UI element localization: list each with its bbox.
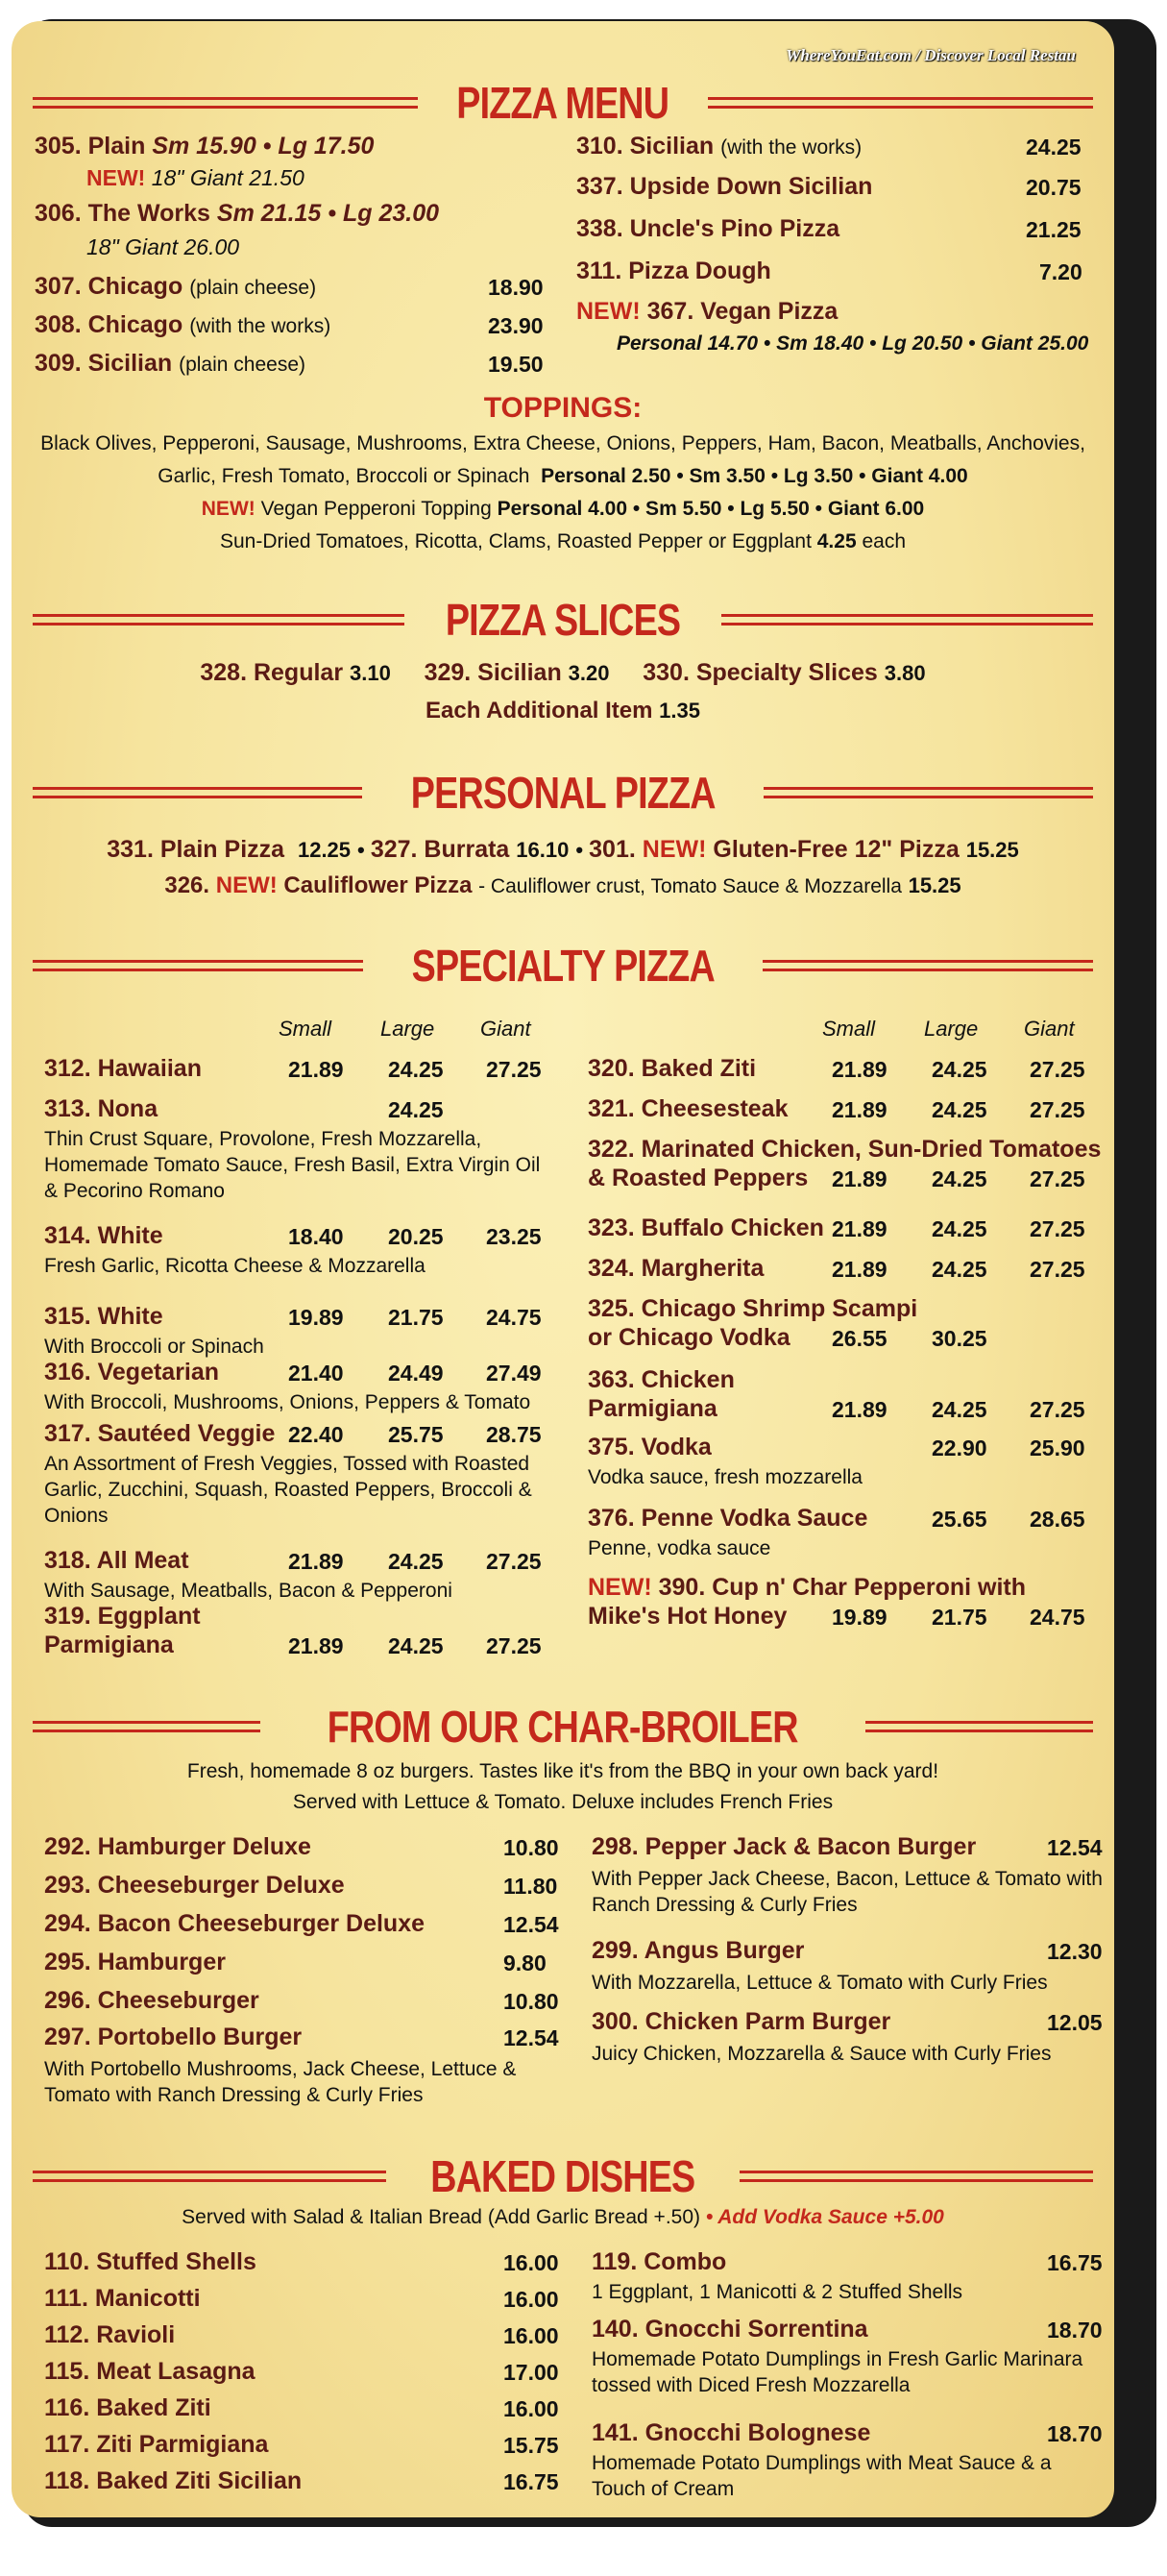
toppings-prices: Personal 4.00 • Sm 5.50 • Lg 5.50 • Giant 6.00 xyxy=(497,498,925,520)
item-price: 7.20 xyxy=(1039,259,1082,284)
extra-item-price: 1.35 xyxy=(659,699,700,723)
specialty-price: 26.55 xyxy=(832,1326,887,1351)
item-price: 20.75 xyxy=(1026,175,1082,200)
item-prices: Sm 21.15 • Lg 23.00 xyxy=(216,200,440,227)
burger-name: 293. Cheeseburger Deluxe xyxy=(44,1872,345,1899)
specialty-price: 21.75 xyxy=(932,1605,987,1630)
toppings-prices: Personal 2.50 • Sm 3.50 • Lg 3.50 • Giant 4.00 xyxy=(541,465,968,487)
specialty-price: 21.89 xyxy=(832,1257,887,1282)
item-price: 24.25 xyxy=(1026,135,1082,159)
specialty-item-desc: With Sausage, Meatballs, Bacon & Pepperoni xyxy=(44,1580,452,1602)
vodka-sauce-addon: • Add Vodka Sauce +5.00 xyxy=(705,2206,944,2228)
banner-rule xyxy=(33,614,404,626)
specialty-price: 21.89 xyxy=(832,1057,887,1082)
pizza-menu-title: PIZZA MENU xyxy=(456,78,669,128)
baked-name: 116. Baked Ziti xyxy=(44,2394,211,2421)
baked-desc: 1 Eggplant, 1 Manicotti & 2 Stuffed Shells xyxy=(592,2281,963,2303)
col-header-large: Large xyxy=(380,1017,435,1041)
item-name: 301. xyxy=(589,836,636,863)
menu-item-306-giant: 18" Giant 26.00 xyxy=(86,234,240,259)
item-price: 16.10 xyxy=(516,838,570,862)
specialty-pizza-banner xyxy=(33,941,1093,991)
baked-name: 111. Manicotti xyxy=(44,2285,201,2312)
specialty-price: 27.25 xyxy=(486,1057,542,1082)
specialty-price: 22.90 xyxy=(932,1435,987,1460)
item-name: 327. Burrata xyxy=(370,836,510,863)
burger-desc: Juicy Chicken, Mozzarella & Sauce with Curly Fries xyxy=(592,2043,1052,2065)
premium-toppings: Sun-Dried Tomatoes, Ricotta, Clams, Roasted Pepper or Eggplant xyxy=(219,530,812,552)
vegan-topping: Vegan Pepperoni Topping xyxy=(260,498,492,520)
specialty-item-name-2: & Roasted Peppers xyxy=(588,1165,809,1191)
specialty-item-name: 320. Baked Ziti xyxy=(588,1055,757,1082)
specialty-price: 25.90 xyxy=(1030,1435,1085,1460)
specialty-item-name: 314. White xyxy=(44,1222,163,1249)
specialty-price: 24.25 xyxy=(932,1257,987,1282)
specialty-item-desc: An Assortment of Fresh Veggies, Tossed with Roasted Garlic, Zucchini, Squash, Roasted Peppers, Broccoli & Onions xyxy=(44,1453,532,1527)
baked-name: 118. Baked Ziti Sicilian xyxy=(44,2467,303,2494)
item-price: 12.25 xyxy=(297,838,352,862)
new-badge: NEW! xyxy=(642,836,707,863)
menu-item-307 xyxy=(35,273,316,301)
specialty-price: 23.25 xyxy=(486,1224,542,1249)
menu-item-309 xyxy=(35,350,305,378)
specialty-item-name-2: or Chicago Vodka xyxy=(588,1324,790,1351)
specialty-price: 27.25 xyxy=(1030,1057,1085,1082)
burger-desc: With Mozzarella, Lettuce & Tomato with Curly Fries xyxy=(592,1972,1048,1994)
banner-rule xyxy=(33,2171,386,2182)
specialty-item-name: 321. Cheesesteak xyxy=(588,1095,789,1122)
specialty-price: 24.25 xyxy=(932,1097,987,1122)
item-prices: Personal 14.70 • Sm 18.40 • Lg 20.50 • Giant 25.00 xyxy=(617,332,1089,355)
specialty-item-desc: Vodka sauce, fresh mozzarella xyxy=(588,1466,863,1488)
banner-rule xyxy=(33,787,362,798)
item-price: 15.25 xyxy=(908,873,961,897)
slices-line xyxy=(12,659,1114,687)
new-badge: NEW! xyxy=(86,165,146,190)
baked-desc: Homemade Potato Dumplings in Fresh Garlic Marinara tossed with Diced Fresh Mozzarella xyxy=(592,2348,1083,2396)
burger-name: 298. Pepper Jack & Bacon Burger xyxy=(592,1833,977,1860)
specialty-price: 30.25 xyxy=(932,1326,987,1351)
toppings-line2 xyxy=(12,465,1114,488)
baked-price: 15.75 xyxy=(503,2433,559,2458)
slice-price: 3.80 xyxy=(884,661,926,685)
item-name: 305. Plain xyxy=(35,133,146,159)
menu-item-308 xyxy=(35,311,330,339)
item-price: 21.25 xyxy=(1026,217,1082,242)
specialty-price: 27.25 xyxy=(486,1633,542,1658)
specialty-pizza-title: SPECIALTY PIZZA xyxy=(411,941,715,991)
new-badge: NEW! xyxy=(576,298,641,325)
toppings-line4 xyxy=(12,530,1114,553)
item-name: 306. The Works xyxy=(35,200,210,227)
specialty-item-name: 323. Buffalo Chicken xyxy=(588,1214,824,1241)
specialty-price: 25.65 xyxy=(932,1507,987,1532)
specialty-price: 27.49 xyxy=(486,1361,542,1386)
slice-name: 330. Specialty Slices xyxy=(643,659,878,686)
specialty-price: 24.75 xyxy=(1030,1605,1085,1630)
specialty-item-name: 322. Marinated Chicken, Sun-Dried Tomatoes xyxy=(588,1136,1102,1163)
pizza-menu-banner xyxy=(33,78,1093,128)
specialty-item-desc: Penne, vodka sauce xyxy=(588,1537,771,1559)
toppings-list: Garlic, Fresh Tomato, Broccoli or Spinach xyxy=(158,465,530,487)
specialty-price: 27.25 xyxy=(1030,1257,1085,1282)
specialty-price: 24.25 xyxy=(388,1633,444,1658)
burger-price: 12.54 xyxy=(503,2025,559,2050)
menu-item-367 xyxy=(576,298,838,326)
slices-extra xyxy=(12,698,1114,724)
burger-name: 295. Hamburger xyxy=(44,1949,226,1975)
slice-name: 328. Regular xyxy=(200,659,344,686)
specialty-price: 21.40 xyxy=(288,1361,344,1386)
specialty-item-desc: With Broccoli, Mushrooms, Onions, Peppers & Tomato xyxy=(44,1391,531,1413)
specialty-item-desc: Fresh Garlic, Ricotta Cheese & Mozzarella xyxy=(44,1255,425,1277)
item-desc: (with the works) xyxy=(189,315,331,337)
item-name: 307. Chicago xyxy=(35,273,183,300)
baked-price: 18.70 xyxy=(1047,2421,1103,2446)
baked-price: 16.75 xyxy=(1047,2250,1103,2275)
burger-name: 297. Portobello Burger xyxy=(44,2024,303,2050)
banner-rule xyxy=(708,97,1093,109)
specialty-price: 21.89 xyxy=(288,1057,344,1082)
baked-name: 110. Stuffed Shells xyxy=(44,2248,256,2275)
burger-name: 292. Hamburger Deluxe xyxy=(44,1833,311,1860)
slice-name: 329. Sicilian xyxy=(424,659,562,686)
item-name: 309. Sicilian xyxy=(35,350,173,377)
broiler-intro: Fresh, homemade 8 oz burgers. Tastes like it's from the BBQ in your own back yard! xyxy=(186,1760,939,1782)
menu-item-337: 337. Upside Down Sicilian xyxy=(576,173,873,200)
specialty-price: 27.25 xyxy=(1030,1216,1085,1241)
burger-price: 12.05 xyxy=(1047,2010,1103,2035)
baked-name: 117. Ziti Parmigiana xyxy=(44,2431,269,2458)
specialty-item-name-2: Parmigiana xyxy=(588,1395,717,1422)
col-header-large: Large xyxy=(924,1017,979,1041)
baked-price: 16.75 xyxy=(503,2469,559,2494)
item-name: 367. Vegan Pizza xyxy=(646,298,839,325)
col-header-small: Small xyxy=(822,1017,876,1041)
char-broiler-title: FROM OUR CHAR-BROILER xyxy=(328,1702,798,1752)
pizza-slices-title: PIZZA SLICES xyxy=(445,595,681,645)
slice-price: 3.20 xyxy=(568,661,610,685)
item-desc: (plain cheese) xyxy=(189,277,317,299)
item-extra: 18" Giant 21.50 xyxy=(151,165,304,190)
burger-price: 12.30 xyxy=(1047,1939,1103,1964)
menu-item-311: 311. Pizza Dough xyxy=(576,258,771,284)
specialty-item-desc: With Broccoli or Spinach xyxy=(44,1336,264,1358)
item-number: 326. xyxy=(164,872,210,898)
personal-line1: 331. Plain Pizza 12.25 • 327. Burrata 16.10 • 301. NEW! Gluten-Free 12" Pizza 15.25 xyxy=(107,836,1019,863)
pizza-slices-banner xyxy=(33,595,1093,645)
specialty-price: 24.25 xyxy=(932,1397,987,1422)
specialty-price: 28.65 xyxy=(1030,1507,1085,1532)
item-name: 310. Sicilian xyxy=(576,133,715,159)
new-badge: NEW! xyxy=(201,498,255,520)
toppings-unit: each xyxy=(862,530,907,552)
burger-price: 10.80 xyxy=(503,1989,559,2014)
specialty-price: 24.49 xyxy=(388,1361,444,1386)
watermark: WhereYouEat.com / Discover Local Restau xyxy=(786,46,1076,64)
burger-desc: With Portobello Mushrooms, Jack Cheese, Lettuce & Tomato with Ranch Dressing & Curly Fries xyxy=(44,2058,517,2106)
specialty-price: 24.25 xyxy=(388,1057,444,1082)
personal-pizza-banner xyxy=(33,768,1093,818)
col-header-giant: Giant xyxy=(1024,1017,1075,1041)
item-desc: (with the works) xyxy=(720,136,863,159)
menu-item-338: 338. Uncle's Pino Pizza xyxy=(576,215,840,242)
specialty-item-name: 312. Hawaiian xyxy=(44,1055,202,1082)
item-name: 331. Plain Pizza xyxy=(107,836,285,863)
burger-price: 9.80 xyxy=(503,1950,547,1975)
specialty-price: 21.75 xyxy=(388,1305,444,1330)
toppings-price: 4.25 xyxy=(816,530,857,552)
baked-price: 18.70 xyxy=(1047,2318,1103,2343)
baked-intro xyxy=(12,2206,1114,2229)
baked-price: 16.00 xyxy=(503,2396,559,2421)
specialty-item-name-2: Parmigiana xyxy=(44,1631,174,1658)
specialty-item xyxy=(588,1574,1026,1602)
char-broiler-banner xyxy=(33,1702,1093,1752)
menu-item-310 xyxy=(576,133,862,160)
item-name: Gluten-Free 12" Pizza xyxy=(713,836,960,863)
specialty-price: 24.25 xyxy=(932,1166,987,1191)
baked-price: 16.00 xyxy=(503,2287,559,2312)
specialty-item-name: 375. Vodka xyxy=(588,1434,712,1460)
baked-price: 17.00 xyxy=(503,2360,559,2385)
specialty-price: 24.25 xyxy=(388,1549,444,1574)
banner-rule xyxy=(33,960,363,971)
specialty-price: 20.25 xyxy=(388,1224,444,1249)
personal-line2 xyxy=(12,872,1114,899)
item-price: 18.90 xyxy=(488,275,544,300)
specialty-price: 21.89 xyxy=(832,1097,887,1122)
menu-page xyxy=(12,21,1114,2517)
specialty-price: 27.25 xyxy=(1030,1166,1085,1191)
menu-item-305 xyxy=(35,133,374,160)
specialty-item-name: 316. Vegetarian xyxy=(44,1359,220,1386)
specialty-item-name-2: Mike's Hot Honey xyxy=(588,1603,788,1630)
specialty-price: 24.25 xyxy=(388,1097,444,1122)
banner-rule xyxy=(865,1721,1093,1732)
specialty-price: 27.25 xyxy=(1030,1397,1085,1422)
new-badge: NEW! xyxy=(215,872,278,898)
burger-price: 12.54 xyxy=(503,1912,559,1937)
specialty-price: 22.40 xyxy=(288,1422,344,1447)
specialty-price: 21.89 xyxy=(288,1549,344,1574)
baked-name: 140. Gnocchi Sorrentina xyxy=(592,2316,868,2343)
item-name: 308. Chicago xyxy=(35,311,183,338)
specialty-item-name: 376. Penne Vodka Sauce xyxy=(588,1505,868,1532)
specialty-item-name: 318. All Meat xyxy=(44,1547,189,1574)
menu-item-306 xyxy=(35,200,439,228)
burger-name: 300. Chicken Parm Burger xyxy=(592,2008,891,2035)
specialty-price: 21.89 xyxy=(832,1397,887,1422)
item-name: Cauliflower Pizza xyxy=(283,872,473,898)
specialty-price: 21.89 xyxy=(832,1166,887,1191)
specialty-item-name: 324. Margherita xyxy=(588,1255,765,1282)
baked-name: 112. Ravioli xyxy=(44,2321,176,2348)
banner-rule xyxy=(740,2171,1093,2182)
extra-item-name: Each Additional Item xyxy=(425,698,653,724)
specialty-price: 27.25 xyxy=(486,1549,542,1574)
specialty-item-name: 313. Nona xyxy=(44,1095,158,1122)
banner-rule xyxy=(33,97,418,109)
banner-rule xyxy=(33,1721,260,1732)
specialty-price: 19.89 xyxy=(288,1305,344,1330)
specialty-item-name: 325. Chicago Shrimp Scampi xyxy=(588,1295,918,1322)
baked-name: 115. Meat Lasagna xyxy=(44,2358,255,2385)
toppings-title: TOPPINGS: xyxy=(483,392,643,424)
slice-price: 3.10 xyxy=(350,661,391,685)
specialty-item-name: 319. Eggplant xyxy=(44,1603,201,1630)
item-price: 23.90 xyxy=(488,313,544,338)
specialty-item-desc: Thin Crust Square, Provolone, Fresh Mozzarella, Homemade Tomato Sauce, Fresh Basil, Extra Virgin Oil & Pecorino Romano xyxy=(44,1128,541,1202)
personal-pizza-title: PERSONAL PIZZA xyxy=(410,768,716,818)
baked-intro-text: Served with Salad & Italian Bread (Add Garlic Bread +.50) xyxy=(182,2206,701,2228)
item-desc: (plain cheese) xyxy=(179,354,305,376)
specialty-price: 28.75 xyxy=(486,1422,542,1447)
baked-desc: Homemade Potato Dumplings with Meat Sauce & a Touch of Cream xyxy=(592,2452,1052,2500)
item-desc: - Cauliflower crust, Tomato Sauce & Mozzarella xyxy=(478,875,902,897)
baked-dishes-title: BAKED DISHES xyxy=(430,2151,695,2201)
item-price: 15.25 xyxy=(965,838,1019,862)
baked-name: 141. Gnocchi Bolognese xyxy=(592,2419,871,2446)
item-name: 390. Cup n' Char Pepperoni with xyxy=(658,1574,1026,1601)
burger-name: 299. Angus Burger xyxy=(592,1937,805,1964)
baked-price: 16.00 xyxy=(503,2323,559,2348)
specialty-price: 21.89 xyxy=(832,1216,887,1241)
specialty-price: 27.25 xyxy=(1030,1097,1085,1122)
specialty-price: 24.25 xyxy=(932,1216,987,1241)
specialty-item-name: 317. Sautéed Veggie xyxy=(44,1420,276,1447)
specialty-price: 25.75 xyxy=(388,1422,444,1447)
banner-rule xyxy=(763,960,1093,971)
specialty-price: 24.75 xyxy=(486,1305,542,1330)
burger-price: 10.80 xyxy=(503,1835,559,1860)
burger-price: 11.80 xyxy=(503,1874,558,1899)
burger-name: 296. Cheeseburger xyxy=(44,1987,259,2014)
specialty-item-name: 363. Chicken xyxy=(588,1366,735,1393)
burger-name: 294. Bacon Cheeseburger Deluxe xyxy=(44,1910,425,1937)
col-header-giant: Giant xyxy=(480,1017,531,1041)
new-badge: NEW! xyxy=(588,1574,659,1601)
banner-rule xyxy=(721,614,1093,626)
menu-item-305-giant xyxy=(86,165,304,191)
baked-price: 16.00 xyxy=(503,2250,559,2275)
item-prices: Sm 15.90 • Lg 17.50 xyxy=(152,133,375,159)
burger-price: 12.54 xyxy=(1047,1835,1103,1860)
baked-dishes-banner xyxy=(33,2151,1093,2201)
toppings-line3 xyxy=(12,498,1114,521)
specialty-price: 21.89 xyxy=(288,1633,344,1658)
broiler-intro: Served with Lettuce & Tomato. Deluxe includes French Fries xyxy=(292,1791,834,1813)
item-price: 19.50 xyxy=(488,352,544,377)
specialty-price: 24.25 xyxy=(932,1057,987,1082)
specialty-price: 19.89 xyxy=(832,1605,887,1630)
toppings-list: Black Olives, Pepperoni, Sausage, Mushrooms, Extra Cheese, Onions, Peppers, Ham, Bacon, Meatballs, Anchovies, xyxy=(40,432,1085,454)
specialty-price: 18.40 xyxy=(288,1224,344,1249)
banner-rule xyxy=(764,787,1093,798)
baked-name: 119. Combo xyxy=(592,2248,727,2275)
specialty-item-name: 315. White xyxy=(44,1303,163,1330)
burger-desc: With Pepper Jack Cheese, Bacon, Lettuce & Tomato with Ranch Dressing & Curly Fries xyxy=(592,1868,1103,1916)
col-header-small: Small xyxy=(279,1017,332,1041)
